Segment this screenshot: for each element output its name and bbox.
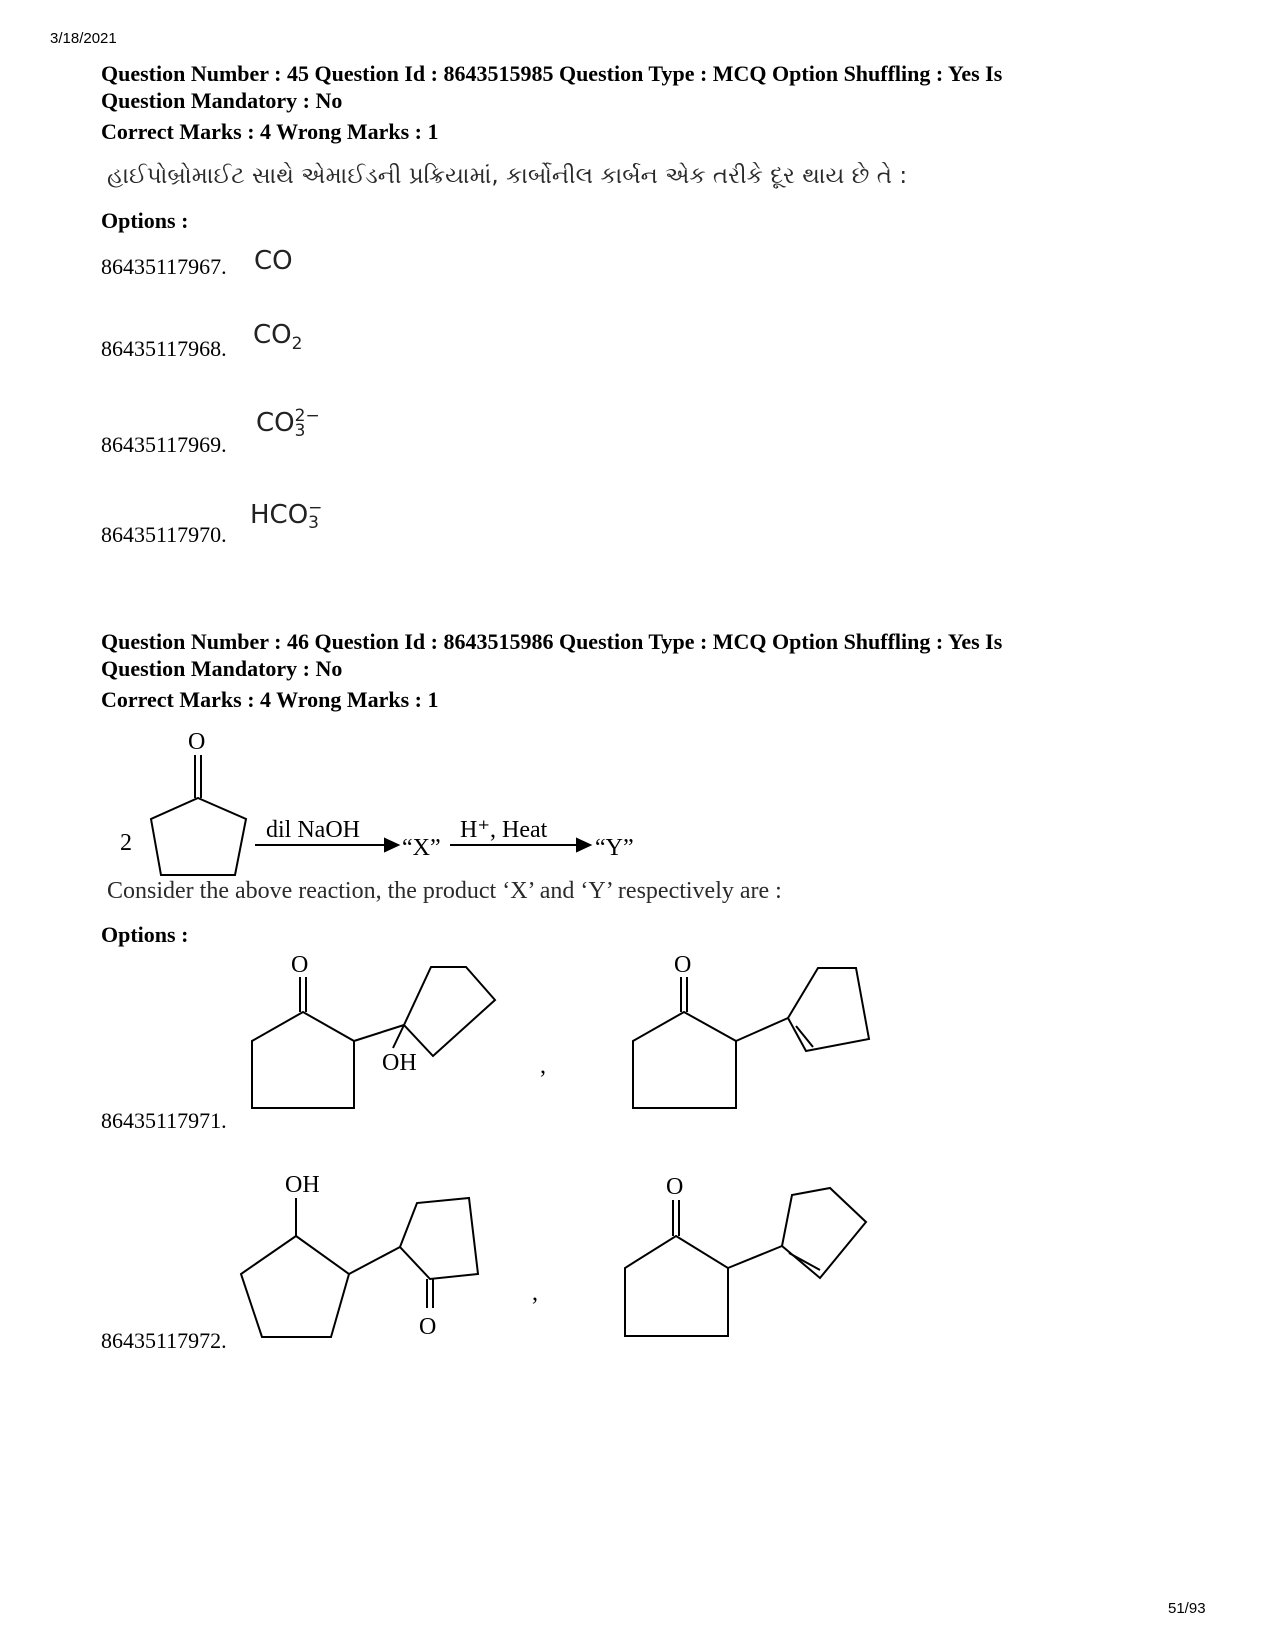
- option1-cyclopentyl-ring: [404, 967, 495, 1056]
- aldol-product-structure: [252, 952, 495, 1108]
- q45-option-3-sub: 3: [294, 420, 306, 441]
- cyclopentanone-structure: [151, 729, 246, 875]
- q45-option-1-id[interactable]: 86435117967.: [101, 254, 227, 279]
- option2-separator: ,: [532, 1280, 538, 1306]
- q45-option-3-formula: [256, 405, 320, 441]
- option1-oxygen-label: O: [291, 952, 309, 978]
- q45-marks: Correct Marks : 4 Wrong Marks : 1: [101, 119, 439, 144]
- q45-header-line2: Question Mandatory : No: [101, 88, 343, 113]
- q46-reaction-scheme: [100, 725, 800, 885]
- q46-option-1-structures: [240, 952, 940, 1125]
- option2-cyclopentanone-ring: [400, 1198, 478, 1279]
- option1-oh-label: OH: [382, 1050, 417, 1076]
- q46-marks: Correct Marks : 4 Wrong Marks : 1: [101, 687, 439, 712]
- q45-option-4-sub: 3: [308, 512, 319, 533]
- q45-option-1-formula: CO: [254, 246, 293, 276]
- q46-option-2-id[interactable]: 86435117972.: [101, 1328, 227, 1353]
- q45-option-4-sup: −: [308, 497, 323, 518]
- q46-header-line2: Question Mandatory : No: [101, 656, 343, 681]
- reaction-arrow-1-head: [385, 839, 398, 851]
- q45-question-text: હાઈપોબ્રોમાઈટ સાથે એમાઈડની પ્રક્રિયામાં, કાર્બોનીલ કાર્બન એક તરીકે દૂર થાય છે તે :: [107, 163, 908, 189]
- print-date: 3/18/2021: [50, 30, 117, 47]
- option2-cyclopentenyl-ring: [782, 1188, 866, 1278]
- q45-option-3-id[interactable]: 86435117969.: [101, 432, 227, 457]
- q46-question-text: Consider the above reaction, the product ‘X’ and ‘Y’ respectively are :: [107, 878, 782, 904]
- option2-oxygen-label: O: [419, 1314, 437, 1340]
- q46-header-line1: Question Number : 46 Question Id : 8643515986 Question Type : MCQ Option Shuffling : Yes Is: [101, 629, 1003, 654]
- q45-option-3-base: CO: [256, 408, 295, 438]
- option2-cyclopentanol-ring: [241, 1236, 349, 1337]
- option1-separator: ,: [540, 1053, 546, 1079]
- option2-double-bond-inner: [789, 1253, 820, 1270]
- q46-options-label: Options :: [101, 922, 189, 947]
- option2-enone-ring: [625, 1236, 728, 1336]
- option1-enone-oxygen-label: O: [674, 952, 692, 978]
- reaction-coefficient: 2: [120, 830, 132, 856]
- enone-product-structure: [633, 952, 869, 1108]
- q45-option-2-base: CO: [253, 320, 292, 350]
- page-number: 51/93: [1168, 1600, 1206, 1617]
- q46-option-1-id[interactable]: 86435117971.: [101, 1108, 227, 1133]
- reaction-arrow-2-head: [577, 839, 590, 851]
- carbonyl-oxygen-label: O: [188, 729, 206, 755]
- q45-option-4-base: HCO: [250, 500, 309, 530]
- option1-enone-ring: [633, 1012, 736, 1108]
- option2-enone-oxygen-label: O: [666, 1174, 684, 1200]
- q45-option-4-formula: [250, 497, 323, 533]
- reagent-2-label: H⁺, Heat: [460, 817, 548, 843]
- cyclopentanone-ring: [151, 798, 246, 875]
- q45-option-3-sup: 2−: [294, 405, 320, 426]
- option2-enone-structure: [625, 1174, 866, 1336]
- option2-oh-label: OH: [285, 1172, 320, 1198]
- product-x-label: “X”: [402, 835, 441, 861]
- reagent-1-label: dil NaOH: [266, 817, 360, 843]
- q45-option-2-id[interactable]: 86435117968.: [101, 336, 227, 361]
- q45-option-4-id[interactable]: 86435117970.: [101, 522, 227, 547]
- option2-enone-linking-bond: [728, 1246, 782, 1268]
- q46-header: [101, 628, 1201, 682]
- option1-cyclopentanone-ring: [252, 1012, 354, 1108]
- q46-option-2-structures: [240, 1170, 940, 1360]
- q45-header: [101, 60, 1201, 114]
- q45-option-2-sub: 2: [291, 334, 303, 355]
- option2-linking-bond: [349, 1247, 400, 1274]
- option1-cyclopentenyl-ring: [788, 968, 869, 1051]
- product-y-label: “Y”: [595, 835, 634, 861]
- q45-options-label: Options :: [101, 208, 189, 233]
- option1-enone-linking-bond: [736, 1018, 788, 1041]
- q45-option-2-formula: [253, 320, 302, 354]
- q45-header-line1: Question Number : 45 Question Id : 8643515985 Question Type : MCQ Option Shuffling : Yes Is: [101, 61, 1003, 86]
- diol-ketone-structure: [241, 1172, 478, 1340]
